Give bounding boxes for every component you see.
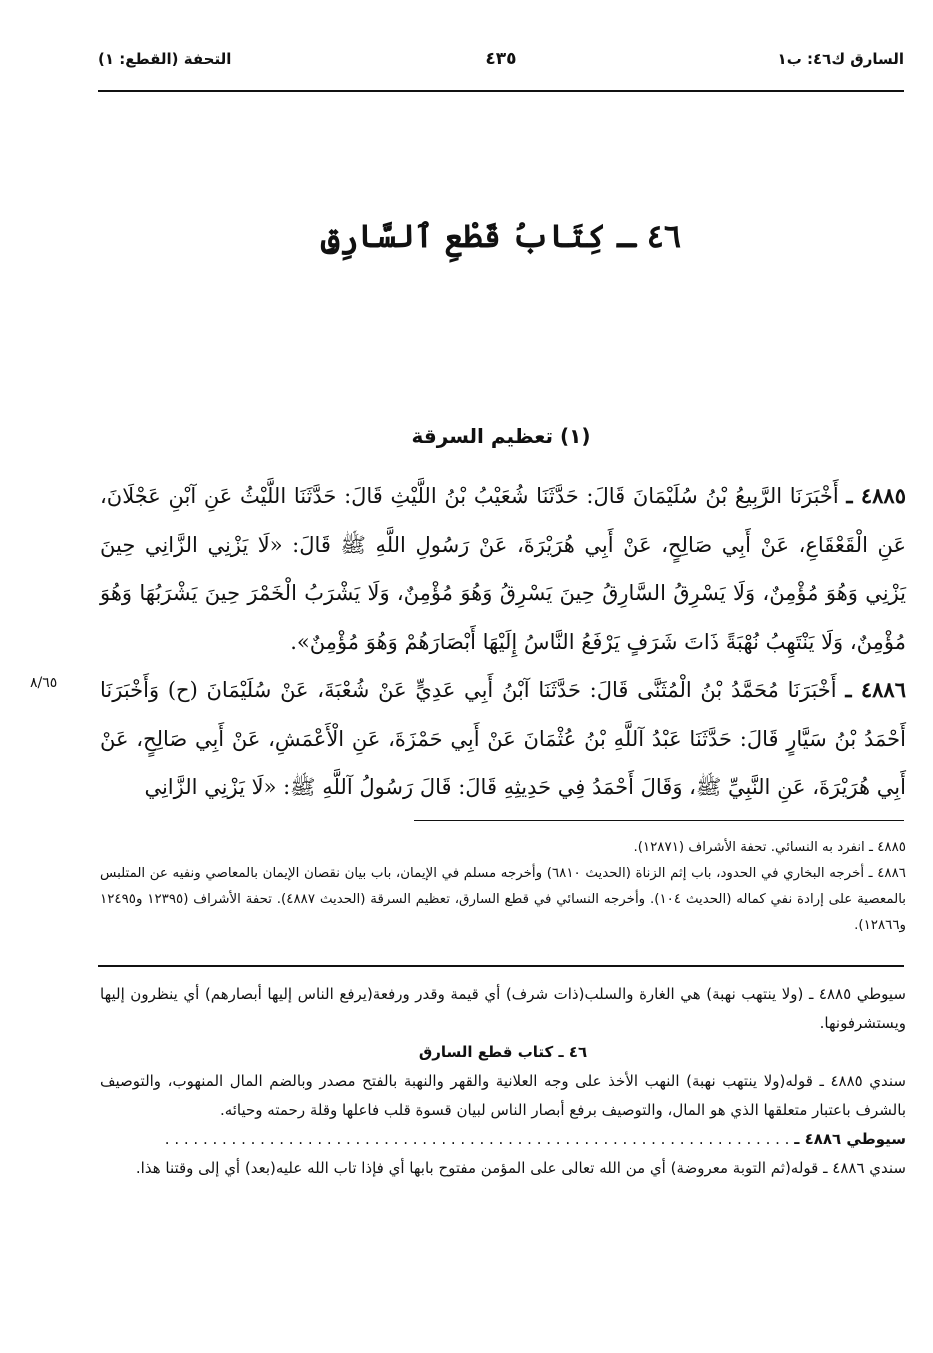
suyuti-4885: سيوطي ٤٨٨٥ ـ (ولا ينتهب نهبة) هي الغارة والسلب(ذات شرف) أي قيمة وقدر ورفعة(يرفع الناس إليها أبصارهم) أي ينظرون إليها ويستشرفونها.: [100, 985, 906, 1032]
footnote-4886: ٤٨٨٦ ـ أخرجه البخاري في الحدود، باب إثم الزناة (الحديث ٦٨١٠) وأخرجه مسلم في الإيمان، باب بيان نقصان الإيمان بالمعاصي ونفيه عن المتلبس بالمعصية على إرادة نفي كماله (الحديث ١٠٤). وأخرجه النسائي في قطع السارق، تعظيم السرقة (الحديث ٤٨٨٧). تحفة الأشراف (١٢٣٩٥ و١٢٤٩٥ و١٢٨٦٦).: [100, 866, 907, 933]
hadith-text: أَخْبَرَنَا الرَّبِيعُ بْنُ سُلَيْمَانَ قَالَ: حَدَّثَنَا شُعَيْبُ بْنُ اللَّيْثِ قَالَ: حَدَّثَنَا اللَّيْثُ عَنِ آبْنِ عَجْلَانَ، عَنِ الْقَعْقَاعِ، عَنْ أَبِي صَالِحٍ، عَنْ أَبِي هُرَيْرَةَ، عَنْ رَسُولِ اللَّهِ ﷺ قَالَ: «لَا يَزْنِي الزَّانِي حِينَ يَزْنِي وَهُوَ مُؤْمِنٌ، وَلَا يَسْرِقُ السَّارِقُ حِينَ يَسْرِقُ وَهُوَ مُؤْمِنٌ، وَلَا يَشْرَبُ الْخَمْرَ حِينَ يَشْرَبُهَا وَهُوَ مُؤْمِنٌ، وَلَا يَنْتَهِبُ نُهْبَةً ذَاتَ شَرَفٍ يَرْفَعُ النَّاسُ إِلَيْهَا أَبْصَارَهُمْ وَهُوَ مُؤْمِنٌ».: [100, 484, 906, 654]
header-tuhfa-ref: التحفة (القطع: ١): [98, 50, 232, 68]
hadith-text: أَخْبَرَنَا مُحَمَّدُ بْنُ الْمُثَنَّى قَالَ: حَدَّثَنَا آبْنُ أَبِي عَدِيٍّ عَنْ شُعْبَةَ، عَنْ سُلَيْمَانَ (ح) وَأَخْبَرَنَا أَحْمَدُ بْنُ سَيَّارٍ قَالَ: حَدَّثَنَا عَبْدُ آللَّهِ بْنُ عُثْمَانَ عَنْ أَبِي حَمْزَةَ، عَنِ الْأَعْمَشِ، عَنْ أَبِي صَالِحٍ، عَنْ أَبِي هُرَيْرَةَ، عَنِ النَّبِيِّ ﷺ، وَقَالَ أَحْمَدُ فِي حَدِيثِهِ قَالَ: قَالَ رَسُولُ آللَّهِ ﷺ: «لَا يَزْنِي الزَّانِي: [100, 678, 906, 799]
suyuti-4886-dots: . . . . . . . . . . . . . . . . . . . . . . . . . . . . . . . . . . . . . . . . . . . . . . . . . . . . . . . . . . . . . . . . . .: [164, 1130, 790, 1148]
page-number: ٤٣٥: [485, 49, 517, 69]
footnote-4885: ٤٨٨٥ ـ انفرد به النسائي. تحفة الأشراف (١٢٨٧١).: [633, 840, 906, 855]
sindi-4885: سندي ٤٨٨٥ ـ قوله(ولا ينتهب نهبة) النهب الأخذ على وجه العلانية والقهر والنهبة بالفتح مصدر وبالضم المال المنهوب، والتوصيف بالشرف باعتبار متعلقها الذي هو المال، والتوصيف برفع أبصار الناس لبيان قسوة قلب فاعلها وقلة رحمته وحيائه.: [100, 1072, 906, 1119]
book-title: ٤٦ ـ كِتَابُ قَطْعِ ٱلسَّارِقِ: [320, 217, 682, 255]
chapter-heading: (١) تعظيم السرقة: [411, 424, 591, 448]
hadith-number: ٤٨٨٦ ـ: [845, 677, 906, 702]
header-divider: [98, 90, 904, 92]
suyuti-4886: [100, 1125, 906, 1154]
header-section-ref: السارق ك٤٦: ب١: [777, 50, 904, 68]
running-header: [98, 44, 904, 74]
hadith-4886: [100, 666, 906, 812]
commentary: [100, 980, 906, 1183]
footnote-divider: [414, 820, 904, 821]
margin-reference: ٨/٦٥: [30, 675, 58, 691]
hadith-number: ٤٨٨٥ ـ: [846, 483, 906, 508]
suyuti-4886-label: سيوطي ٤٨٨٦ ـ: [794, 1130, 906, 1148]
hadith-body: [100, 472, 906, 812]
hadith-4885: [100, 472, 906, 666]
sindi-4886: سندي ٤٨٨٦ ـ قوله(ثم التوبة معروضة) أي من الله تعالى على المؤمن مفتوح بابها أي فإذا تاب الله عليه(بعد) أي إلى وقتنا هذا.: [135, 1159, 906, 1177]
commentary-divider: [98, 965, 904, 967]
commentary-book-title: ٤٦ ـ كتاب قطع السارق: [418, 1043, 588, 1061]
footnotes: [100, 835, 906, 939]
